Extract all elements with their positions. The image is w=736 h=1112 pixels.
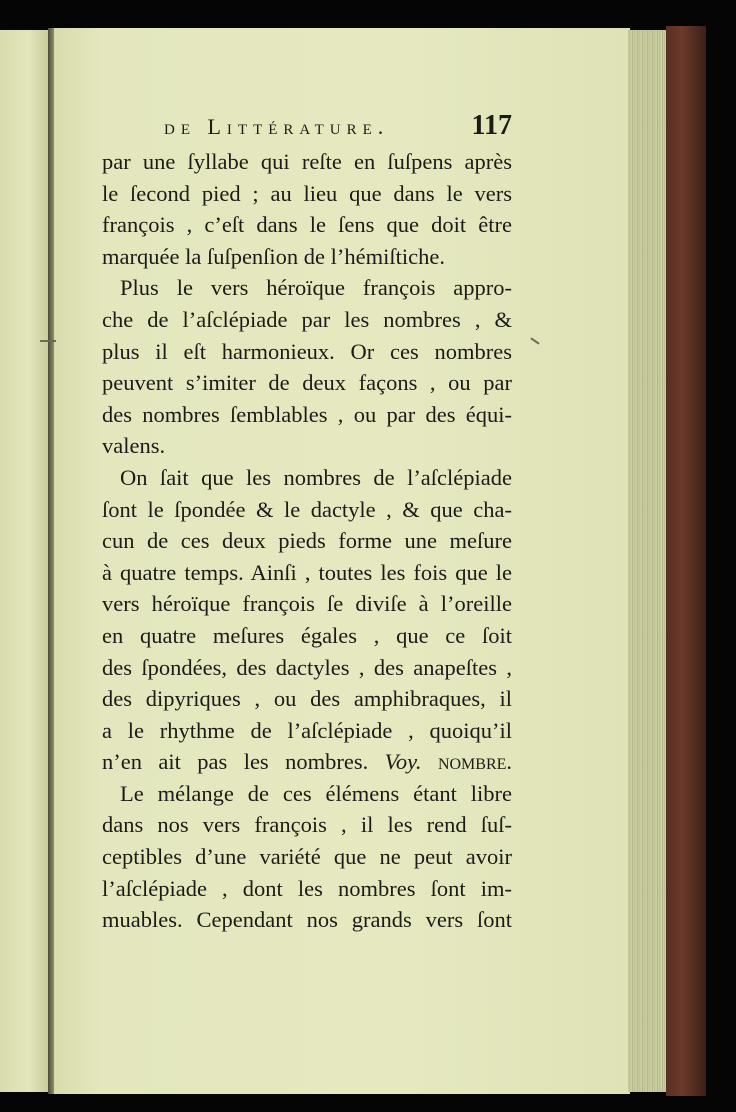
text-line: en quatre meſures égales , que ce ſoit — [102, 622, 512, 648]
text-line: l’aſclépiade , dont les nombres ſont im- — [102, 875, 512, 901]
text-line: ceptibles d’une variété que ne peut avoir — [102, 844, 512, 870]
text-line: des nombres ſemblables , ou par des équi- — [102, 401, 512, 427]
text-line: valens. — [102, 433, 166, 459]
text-line: le ſecond pied ; au lieu que dans le vers — [102, 180, 512, 206]
page-edges — [628, 30, 668, 1092]
text-line: dans nos vers françois , il les rend ſuſ- — [102, 812, 512, 838]
text-line: des dipyriques , ou des amphibraques, il — [102, 686, 512, 712]
text-line-with-reference — [102, 746, 512, 778]
text-line: ſont le ſpondée & le dactyle , & que cha- — [102, 496, 512, 522]
text-line: peuvent s’imiter de deux façons , ou par — [102, 370, 512, 396]
paragraph-first-line: Le mélange de ces élémens étant libre — [120, 780, 512, 806]
text-line: vers héroïque françois ſe diviſe à l’oreille — [102, 591, 512, 617]
margin-mark — [40, 340, 56, 342]
voy-abbreviation: Voy. — [384, 749, 422, 775]
text-line: cun de ces deux pieds forme une meſure — [102, 528, 512, 554]
text-line: marquée la ſuſpenſion de l’hémiſtiche. — [102, 243, 446, 269]
facing-page-edge — [0, 30, 50, 1092]
running-head — [154, 108, 514, 142]
text-line: des ſpondées, des dactyles , des anapeſtes , — [102, 654, 512, 680]
running-title: de Littérature. — [164, 114, 390, 139]
paragraph-first-line: Plus le vers héroïque françois appro- — [120, 275, 512, 301]
page-number: 117 — [471, 110, 512, 141]
body-text — [102, 146, 512, 936]
text-line: a le rhythme de l’aſclépiade , quoiqu’il — [102, 717, 512, 743]
text-fragment: n’en ait pas les nombres. — [102, 749, 369, 775]
cross-reference: nombre. — [437, 749, 513, 775]
book-cover-edge — [666, 26, 706, 1096]
text-line: par une ſyllabe qui reſte en ſuſpens après — [102, 149, 512, 174]
text-line: muables. Cependant nos grands vers ſont — [102, 907, 512, 933]
paragraph-first-line: On ſait que les nombres de l’aſclépiade — [120, 464, 512, 490]
text-line: plus il eſt harmonieux. Or ces nombres — [102, 338, 512, 364]
text-line: che de l’aſclépiade par les nombres , & — [102, 306, 512, 332]
text-line: françois , c’eſt dans le ſens que doit être — [102, 212, 512, 238]
text-line: à quatre temps. Ainſi , toutes les fois que le — [102, 559, 512, 585]
